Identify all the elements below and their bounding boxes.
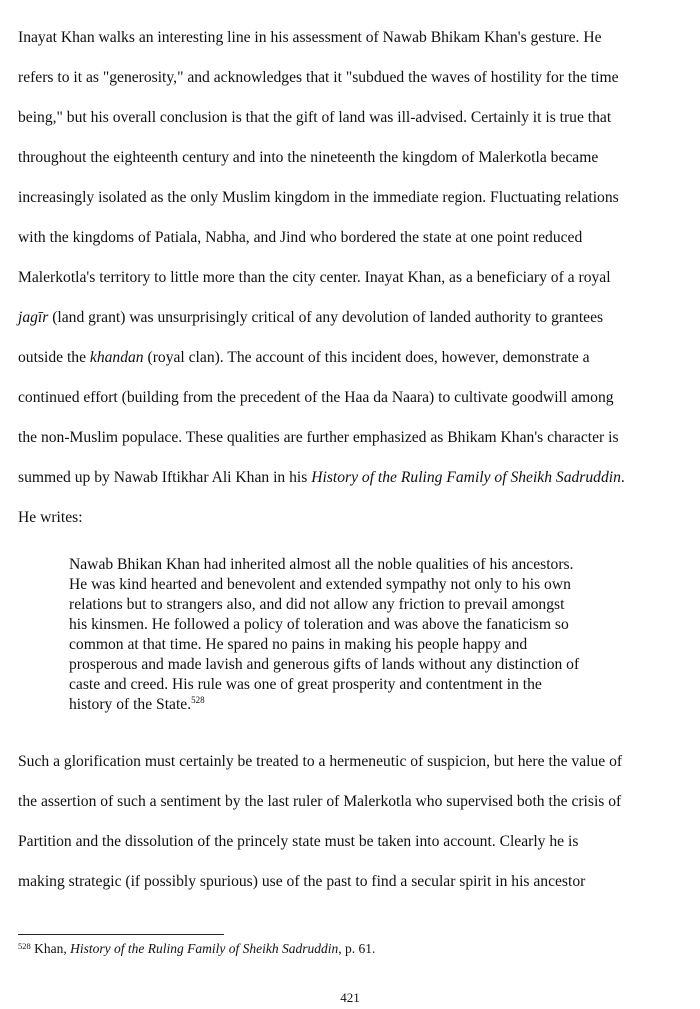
footnote-reference[interactable]: 528 xyxy=(191,695,205,705)
text-line xyxy=(18,458,690,498)
footnote-author: Khan, xyxy=(30,941,71,956)
italic-term-jagir: jagīr xyxy=(18,309,49,326)
text-line: Malerkotla's territory to little more than the city center. Inayat Khan, as a beneficiary of a royal xyxy=(18,269,611,286)
text-line: Inayat Khan walks an interesting line in his assessment of Nawab Bhikam Khan's gesture. He xyxy=(18,29,602,46)
footnote-divider xyxy=(18,934,224,935)
footnote-title: History of the Ruling Family of Sheikh Sadruddin xyxy=(70,941,339,956)
text-line xyxy=(18,338,690,378)
text-line: the assertion of such a sentiment by the last ruler of Malerkotla who supervised both the crisis of xyxy=(18,793,622,810)
text-line: continued effort (building from the precedent of the Haa da Naara) to cultivate goodwill among xyxy=(18,389,614,406)
footnote-number: 528 xyxy=(18,941,31,951)
text-line: He writes: xyxy=(18,509,83,526)
quote-line: He was kind hearted and benevolent and extended sympathy not only to his own xyxy=(69,576,571,593)
quote-line: common at that time. He spared no pains in making his people happy and xyxy=(69,636,528,653)
text-line: being," but his overall conclusion is that the gift of land was ill-advised. Certainly it is true that xyxy=(18,109,612,126)
text-run: summed up by Nawab Iftikhar Ali Khan in his xyxy=(18,469,312,486)
text-line: Partition and the dissolution of the princely state must be taken into account. Clearly he is xyxy=(18,833,579,850)
text-line: throughout the eighteenth century and into the nineteenth the kingdom of Malerkotla became xyxy=(18,149,599,166)
book-title: History of the Ruling Family of Sheikh Sadruddin xyxy=(311,469,621,486)
paragraph-1 xyxy=(18,18,690,538)
quote-line xyxy=(69,695,669,715)
paragraph-2 xyxy=(18,742,690,902)
text-line: with the kingdoms of Patiala, Nabha, and Jind who bordered the state at one point reduced xyxy=(18,229,583,246)
text-run: . xyxy=(620,469,625,486)
text-line: refers to it as "generosity," and acknowledges that it "subdued the waves of hostility for the time xyxy=(18,69,619,86)
quote-line: caste and creed. His rule was one of great prosperity and contentment in the xyxy=(69,676,542,693)
quote-line: his kinsmen. He followed a policy of toleration and was above the fanaticism so xyxy=(69,616,569,633)
text-line: Such a glorification must certainly be treated to a hermeneutic of suspicion, but here the value of xyxy=(18,753,623,770)
text-line: the non-Muslim populace. These qualities are further emphasized as Bhikam Khan's character is xyxy=(18,429,619,446)
block-quote xyxy=(69,555,669,715)
quote-line: relations but to strangers also, and did not allow any friction to prevail amongst xyxy=(69,596,565,613)
quote-line: Nawab Bhikan Khan had inherited almost all the noble qualities of his ancestors. xyxy=(69,556,574,573)
italic-term-khandan: khandan xyxy=(89,349,144,366)
text-run: (royal clan). The account of this incident does, however, demonstrate a xyxy=(143,349,590,366)
text-line xyxy=(18,298,690,338)
text-run: outside the xyxy=(18,349,90,366)
text-run: history of the State. xyxy=(69,696,192,713)
page-number: 421 xyxy=(340,990,360,1005)
text-line: increasingly isolated as the only Muslim kingdom in the immediate region. Fluctuating relations xyxy=(18,189,619,206)
text-line: making strategic (if possibly spurious) use of the past to find a secular spirit in his ancestor xyxy=(18,873,586,890)
text-run: (land grant) was unsurprisingly critical of any devolution of landed authority to grantees xyxy=(48,309,604,326)
footnote-page: , p. 61. xyxy=(338,941,376,956)
quote-line: prosperous and made lavish and generous gifts of lands without any distinction of xyxy=(69,656,580,673)
footnote xyxy=(18,941,375,957)
